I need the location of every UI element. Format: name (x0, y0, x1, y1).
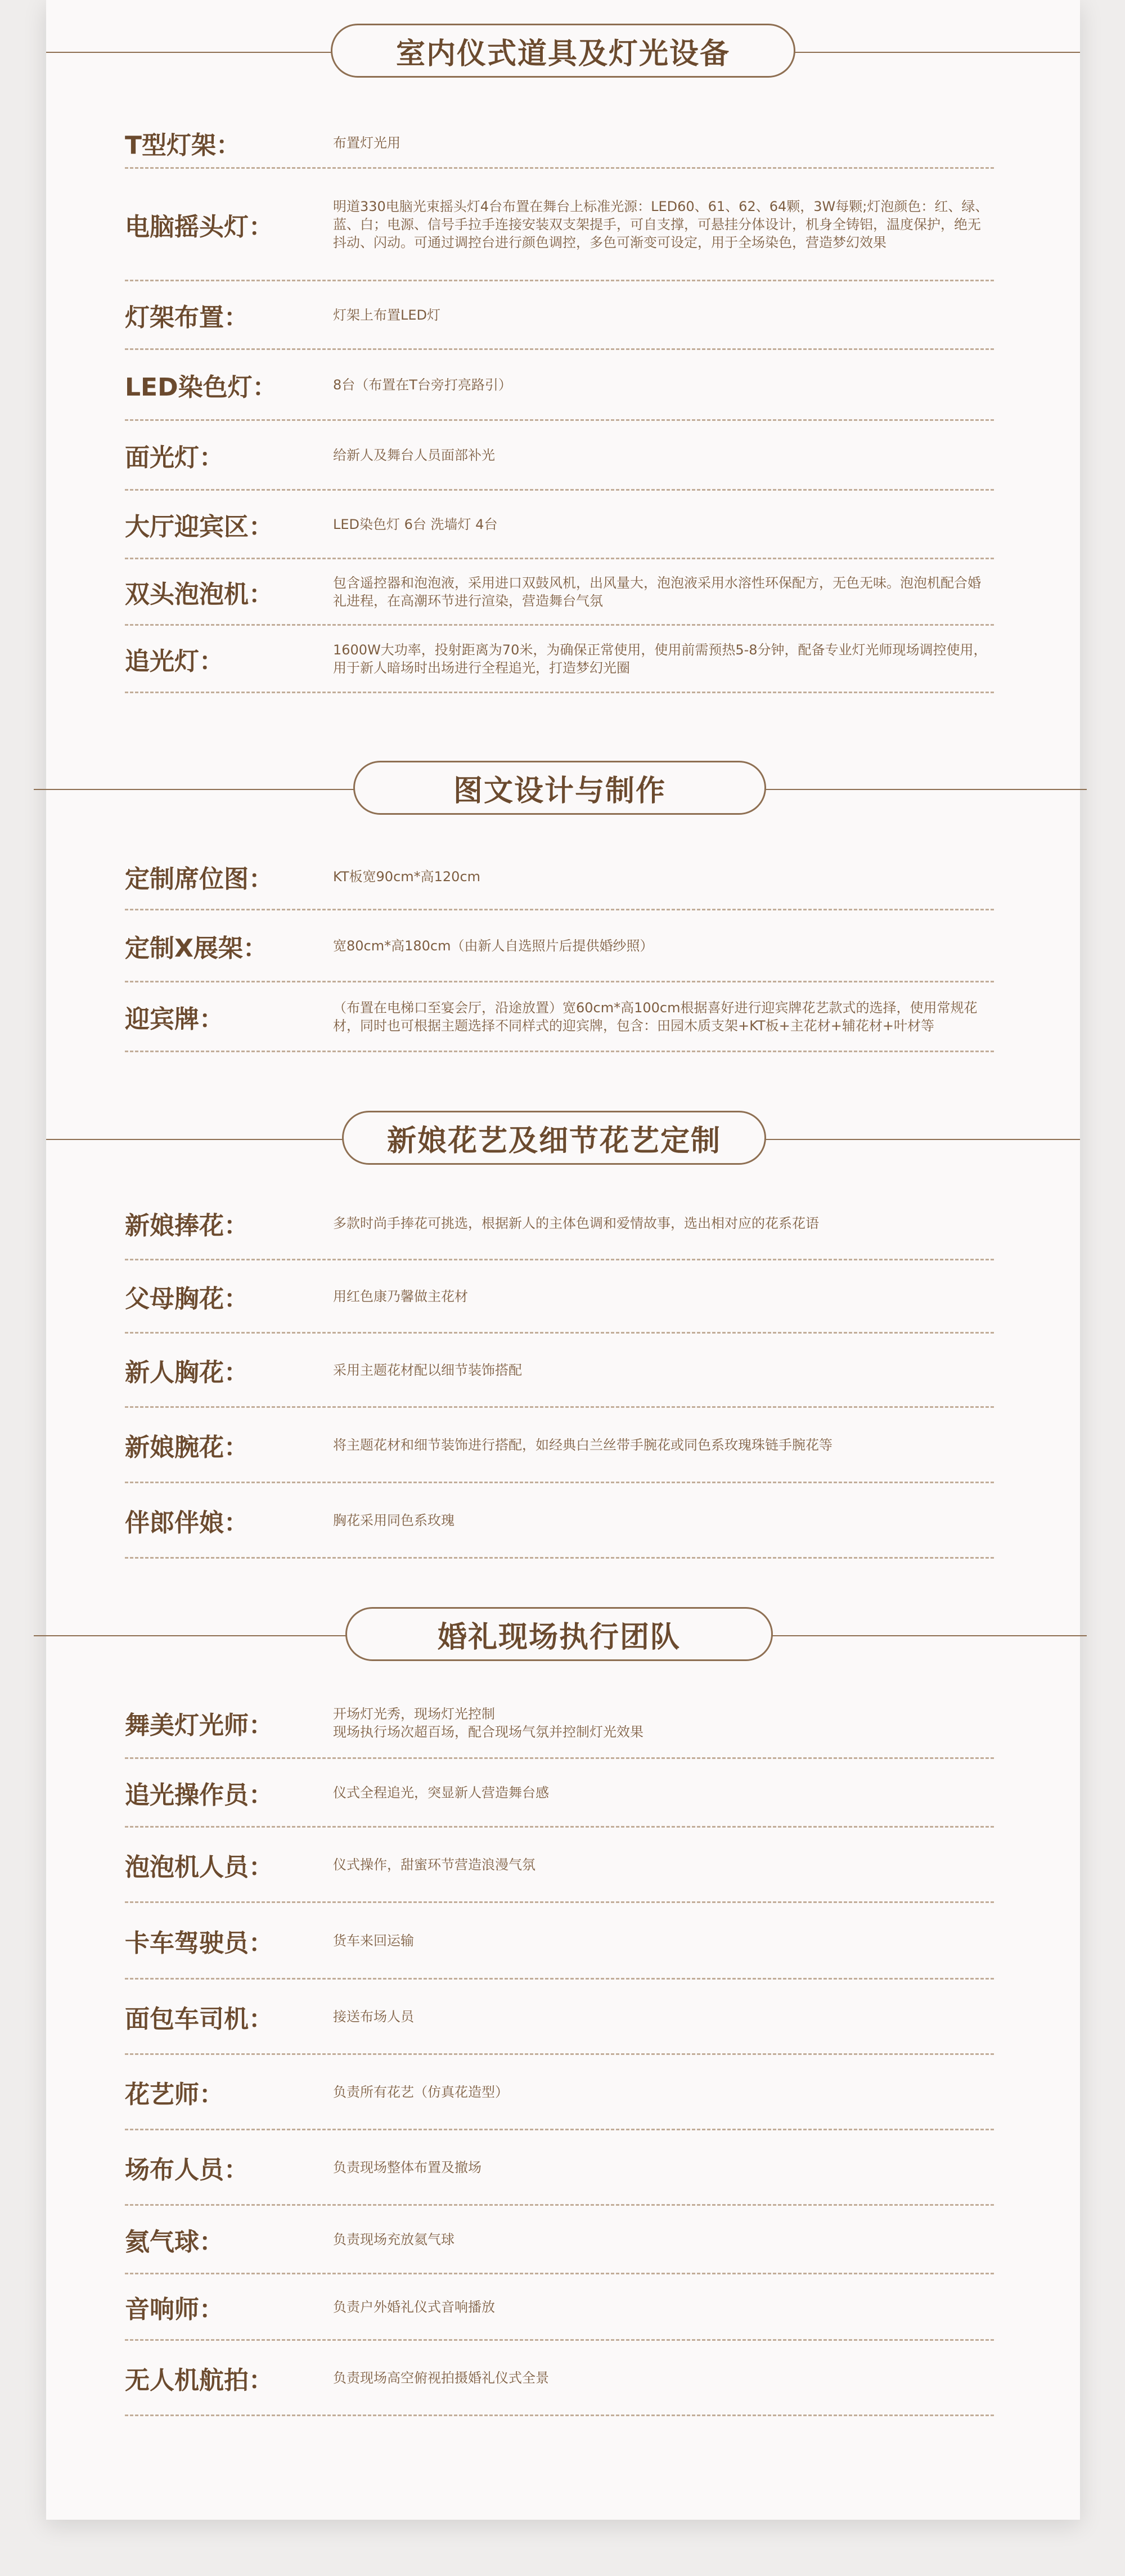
header-line-left (46, 52, 332, 53)
item-label: 电脑摇头灯： (125, 212, 273, 241)
item-label: 父母胸花： (125, 1284, 249, 1313)
section-header-lighting (0, 24, 1125, 80)
item-desc: 负责现场高空俯视拍摄婚礼仪式全景 (333, 2369, 549, 2386)
item-desc: 给新人及舞台人员面部补光 (333, 447, 495, 463)
list-item (125, 2130, 994, 2206)
item-label: 追光操作员： (125, 1780, 273, 1810)
list-item (125, 559, 994, 626)
list-item (125, 491, 994, 559)
item-label: 氦气球： (125, 2227, 224, 2256)
item-label: 面光灯： (125, 443, 224, 472)
item-label: T型灯架： (125, 131, 241, 160)
list-item (125, 2055, 994, 2130)
list-item (125, 1903, 994, 1980)
list-item (125, 1980, 994, 2055)
item-desc: 接送布场人员 (333, 2008, 414, 2025)
item-label: 追光灯： (125, 647, 224, 676)
header-line-left (34, 1635, 348, 1636)
header-line-right (764, 789, 1087, 790)
item-label: 场布人员： (125, 2155, 249, 2184)
list-item (125, 626, 994, 693)
item-desc: KT板宽90cm*高120cm (333, 868, 481, 885)
item-label: 新人胸花： (125, 1358, 249, 1387)
item-label: 新娘捧花： (125, 1211, 249, 1240)
section-title: 室内仪式道具及灯光设备 (331, 24, 795, 78)
header-line-right (793, 52, 1080, 53)
list-item (125, 169, 994, 281)
item-label: 新娘腕花： (125, 1433, 249, 1462)
section-title: 图文设计与制作 (353, 761, 766, 815)
list-item (125, 1483, 994, 1559)
item-desc: 灯架上布置LED灯 (333, 307, 441, 323)
item-desc: 胸花采用同色系玫瑰 (333, 1512, 454, 1528)
list-item (125, 1334, 994, 1408)
item-desc: 负责现场整体布置及撤场 (333, 2159, 482, 2175)
list-item (125, 1187, 994, 1260)
item-label: 定制X展架： (125, 934, 268, 963)
item-desc: 用红色康乃馨做主花材 (333, 1288, 468, 1304)
item-desc: 货车来回运输 (333, 1932, 414, 1949)
item-desc: 宽80cm*高180cm（由新人自选照片后提供婚纱照） (333, 937, 654, 954)
item-label: 面包车司机： (125, 2004, 273, 2034)
item-label: 泡泡机人员： (125, 1852, 273, 1882)
item-desc: LED染色灯 6台 洗墙灯 4台 (333, 516, 498, 532)
list-item (125, 350, 994, 421)
item-desc: 仪式全程追光，突显新人营造舞台感 (333, 1784, 549, 1801)
item-desc: 将主题花材和细节装饰进行搭配，如经典白兰丝带手腕花或同色系玫瑰珠链手腕花等 (333, 1437, 832, 1453)
item-label: 迎宾牌： (125, 1004, 224, 1034)
header-line-left (46, 1139, 344, 1140)
item-label: 音响师： (125, 2295, 224, 2324)
item-desc: 采用主题花材配以细节装饰搭配 (333, 1362, 522, 1378)
list-item (125, 1408, 994, 1483)
item-desc: 开场灯光秀，现场灯光控制 现场执行场次超百场，配合现场气氛并控制灯光效果 (333, 1706, 644, 1740)
item-label: 定制席位图： (125, 864, 273, 894)
header-line-left (34, 789, 356, 790)
item-label: 大厅迎宾区： (125, 512, 273, 541)
header-line-right (771, 1635, 1087, 1636)
list-item (125, 2341, 994, 2416)
item-desc: 负责所有花艺（仿真花造型） (333, 2084, 508, 2100)
item-label: 舞美灯光师： (125, 1711, 273, 1740)
list-item (125, 844, 994, 910)
item-desc: 8台（布置在T台旁打亮路引） (333, 376, 512, 393)
section-header-floral (0, 1111, 1125, 1167)
list-item (125, 1260, 994, 1334)
item-label: 双头泡泡机： (125, 580, 273, 609)
item-desc: 负责户外婚礼仪式音响播放 (333, 2299, 495, 2315)
item-label: 卡车驾驶员： (125, 1928, 273, 1958)
list-item (125, 982, 994, 1052)
header-line-right (764, 1139, 1080, 1140)
item-desc: 包含遥控器和泡泡液，采用进口双鼓风机，出风量大，泡泡液采用水溶性环保配方，无色无味。泡泡机配合婚礼进程，在高潮环节进行渲染，营造舞台气氛 (333, 575, 981, 609)
item-desc: 多款时尚手捧花可挑选，根据新人的主体色调和爱情故事，选出相对应的花系花语 (333, 1215, 819, 1231)
item-label: 无人机航拍： (125, 2366, 273, 2395)
list-item (125, 1828, 994, 1903)
section-title: 新娘花艺及细节花艺定制 (342, 1111, 766, 1165)
item-label: 灯架布置： (125, 303, 249, 332)
list-item (125, 910, 994, 982)
item-desc: 负责现场充放氦气球 (333, 2231, 454, 2247)
item-desc: 1600W大功率，投射距离为70米，为确保正常使用，使用前需预热5-8分钟，配备专业灯光师现场调控使用，用于新人暗场时出场进行全程追光，打造梦幻光圈 (333, 641, 987, 676)
item-desc: （布置在电梯口至宴会厅，沿途放置）宽60cm*高100cm根据喜好进行迎宾牌花艺款式的选择，使用常规花材，同时也可根据主题选择不同样式的迎宾牌，包含：田园木质支架+KT板+主花材+辅花材+叶材等 (333, 999, 978, 1034)
item-desc: 明道330电脑光束摇头灯4台布置在舞台上标准光源：LED60、61、62、64颗，3W每颗;灯泡颜色：红、绿、蓝、白；电源、信号手拉手连接安装双支架提手，可自支撑，可悬挂分体设计，机身全铸铝，温度保护，绝无抖动、闪动。可通过调控台进行颜色调控，多色可渐变可设定，用于全场染色，营造梦幻效果 (333, 198, 989, 250)
item-desc: 布置灯光用 (333, 134, 400, 151)
item-label: 花艺师： (125, 2080, 224, 2109)
item-label: 伴郎伴娘： (125, 1508, 249, 1537)
item-desc: 仪式操作，甜蜜环节营造浪漫气氛 (333, 1856, 536, 1873)
section-title: 婚礼现场执行团队 (345, 1607, 773, 1661)
list-item (125, 421, 994, 491)
list-item (125, 1688, 994, 1759)
list-item (125, 118, 994, 169)
list-item (125, 2206, 994, 2274)
section-header-design (0, 761, 1125, 817)
list-item (125, 1759, 994, 1828)
list-item (125, 2274, 994, 2341)
item-label: LED染色灯： (125, 373, 277, 402)
list-item (125, 281, 994, 350)
section-header-team (0, 1607, 1125, 1663)
